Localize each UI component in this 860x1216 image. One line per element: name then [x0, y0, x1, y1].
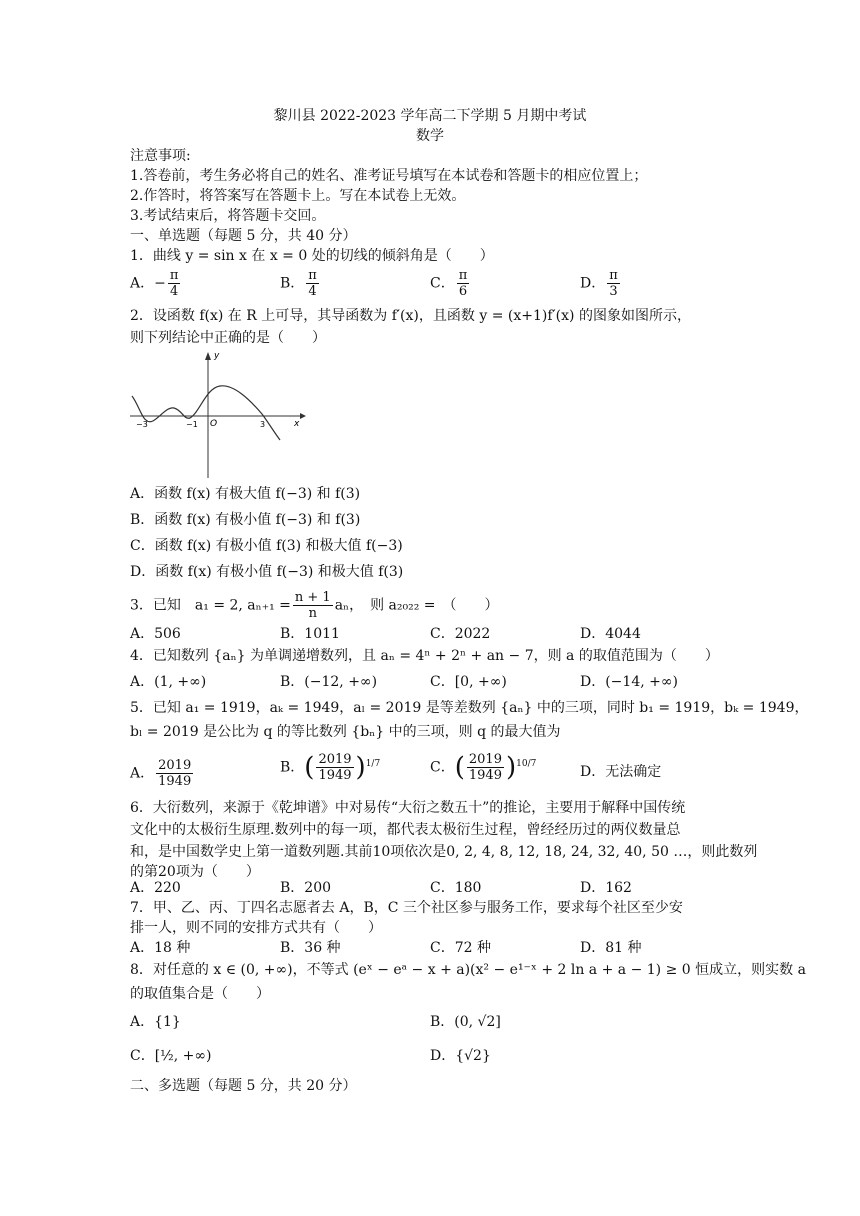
tick-label: −1 [186, 420, 198, 429]
q5-stem: 5．已知 a₁ = 1919，aₖ = 1949，aₗ = 2019 是等差数列 {aₙ} 中的三项，同时 b₁ = 1919，bₖ = 1949， [130, 700, 809, 716]
q7-stem: 7．甲、乙、丙、丁四名志愿者去 A，B，C 三个社区参与服务工作，要求每个社区至少安 [130, 900, 683, 916]
q6-stem-cont: 文化中的太极衍生原理.数列中的每一项，都代表太极衍生过程，曾经经历过的两仪数量总 [130, 822, 681, 838]
x-axis-arrow [300, 413, 306, 419]
q6-stem-cont: 和，是中国数学史上第一道数列题.其前10项依次是0, 2, 4, 8, 12, 18, 24, 32, 40, 50 …，则此数列 [130, 844, 758, 860]
q6-option-d: D．162 [580, 880, 632, 896]
q1-option-d: D． $\frac{\pi}{3}$ [580, 268, 618, 299]
q4-option-a: A．(1, +∞) [130, 674, 207, 690]
q3-stem: 3．已知 a₁ = 2, aₙ₊₁ = $\frac{n + 1}{n}$ aₙ， 则 a₂₀₂₂ = （ ） [130, 590, 499, 621]
q6-stem: 6．大衍数列，来源于《乾坤谱》中对易传“大衍之数五十”的推论，主要用于解释中国传统 [130, 800, 686, 816]
exam-title: 黎川县 2022-2023 学年高二下学期 5 月期中考试 [273, 108, 587, 124]
section-multi-choice: 二、多选题（每题 5 分，共 20 分） [130, 1078, 357, 1094]
q7-option-c: C．72 种 [430, 940, 491, 956]
q8-stem: 8．对任意的 x ∈ (0, +∞)，不等式 (eˣ − eᵃ − x + a)(x² − e¹⁻ˣ + 2 ln a + a − 1) ≥ 0 恒成立，则实数 a [130, 962, 806, 978]
q3-option-a: A．506 [130, 626, 181, 642]
q7-option-a: A．18 种 [130, 940, 191, 956]
q4-option-d: D．(−14, +∞) [580, 674, 678, 690]
q1-option-b: B． $\frac{\pi}{4}$ [280, 268, 317, 299]
q2-derivative-graph [128, 348, 308, 480]
curve [132, 386, 280, 440]
notice-item: 3.考试结束后，将答题卡交回。 [130, 208, 326, 224]
q6-option-c: C．180 [430, 880, 482, 896]
q6-option-b: B．200 [280, 880, 332, 896]
q1-stem: 1．曲线 y = sin x 在 x = 0 处的切线的倾斜角是（ ） [130, 248, 494, 264]
q7-option-d: D．81 种 [580, 940, 642, 956]
exam-subject: 数学 [416, 128, 444, 144]
q8-stem-cont: 的取值集合是（ ） [130, 986, 270, 1002]
notice-heading: 注意事项: [130, 148, 191, 164]
q2-option-d: D．函数 f(x) 有极小值 f(−3) 和极大值 f(3) [130, 564, 404, 580]
q5-option-b: B．( $\frac{2019}{1949}$ )$^{1/7}$ [280, 752, 381, 783]
q5-option-d: D．无法确定 [580, 764, 662, 780]
y-axis-label: y [214, 351, 220, 361]
q8-option-c: C．[½, +∞) [130, 1048, 212, 1064]
q3-option-d: D．4044 [580, 626, 641, 642]
q4-stem: 4．已知数列 {aₙ} 为单调递增数列，且 aₙ = 4ⁿ + 2ⁿ + an − 7，则 a 的取值范围为（ ） [130, 648, 719, 664]
q2-option-b: B．函数 f(x) 有极小值 f(−3) 和 f(3) [130, 512, 361, 528]
origin-label: O [210, 419, 218, 429]
q7-option-b: B．36 种 [280, 940, 341, 956]
q6-stem-cont: 的第20项为（ ） [130, 864, 260, 880]
q2-option-c: C．函数 f(x) 有极小值 f(3) 和极大值 f(−3) [130, 538, 403, 554]
q5-stem-cont: bₗ = 2019 是公比为 q 的等比数列 {bₙ} 中的三项，则 q 的最大值为 [130, 724, 561, 740]
q8-option-d: D．{√2} [430, 1048, 491, 1064]
y-axis-arrow [205, 352, 211, 360]
q3-option-b: B．1011 [280, 626, 340, 642]
notice-item: 2.作答时，将答案写在答题卡上。写在本试卷上无效。 [130, 188, 466, 204]
q2-option-a: A．函数 f(x) 有极大值 f(−3) 和 f(3) [130, 486, 361, 502]
tick-label: −3 [136, 420, 148, 429]
q8-option-b: B．(0, √2] [430, 1014, 501, 1030]
q5-option-c: C．( $\frac{2019}{1949}$ )$^{10/7}$ [430, 752, 537, 783]
x-axis-label: x [294, 419, 300, 429]
q4-option-c: C．[0, +∞) [430, 674, 507, 690]
q3-option-c: C．2022 [430, 626, 491, 642]
q8-option-a: A．{1} [130, 1014, 181, 1030]
section-single-choice: 一、单选题（每题 5 分，共 40 分） [130, 228, 357, 244]
tick-label: 3 [260, 420, 266, 429]
q2-stem: 2．设函数 f(x) 在 R 上可导，其导函数为 f′(x)，且函数 y = (x+1)f′(x) 的图象如图所示， [130, 308, 691, 324]
q1-option-c: C． $\frac{\pi}{6}$ [430, 268, 468, 299]
q4-option-b: B．(−12, +∞) [280, 674, 378, 690]
q6-option-a: A．220 [130, 880, 181, 896]
q1-option-a: A．− $\frac{\pi}{4}$ [130, 268, 179, 299]
q5-option-a: A． $\frac{2019}{1949}$ [130, 758, 192, 789]
q7-stem-cont: 排一人，则不同的安排方式共有（ ） [130, 920, 382, 936]
q2-stem-cont: 则下列结论中正确的是（ ） [130, 330, 326, 346]
notice-item: 1.答卷前，考生务必将自己的姓名、准考证号填写在本试卷和答题卡的相应位置上； [130, 168, 648, 184]
